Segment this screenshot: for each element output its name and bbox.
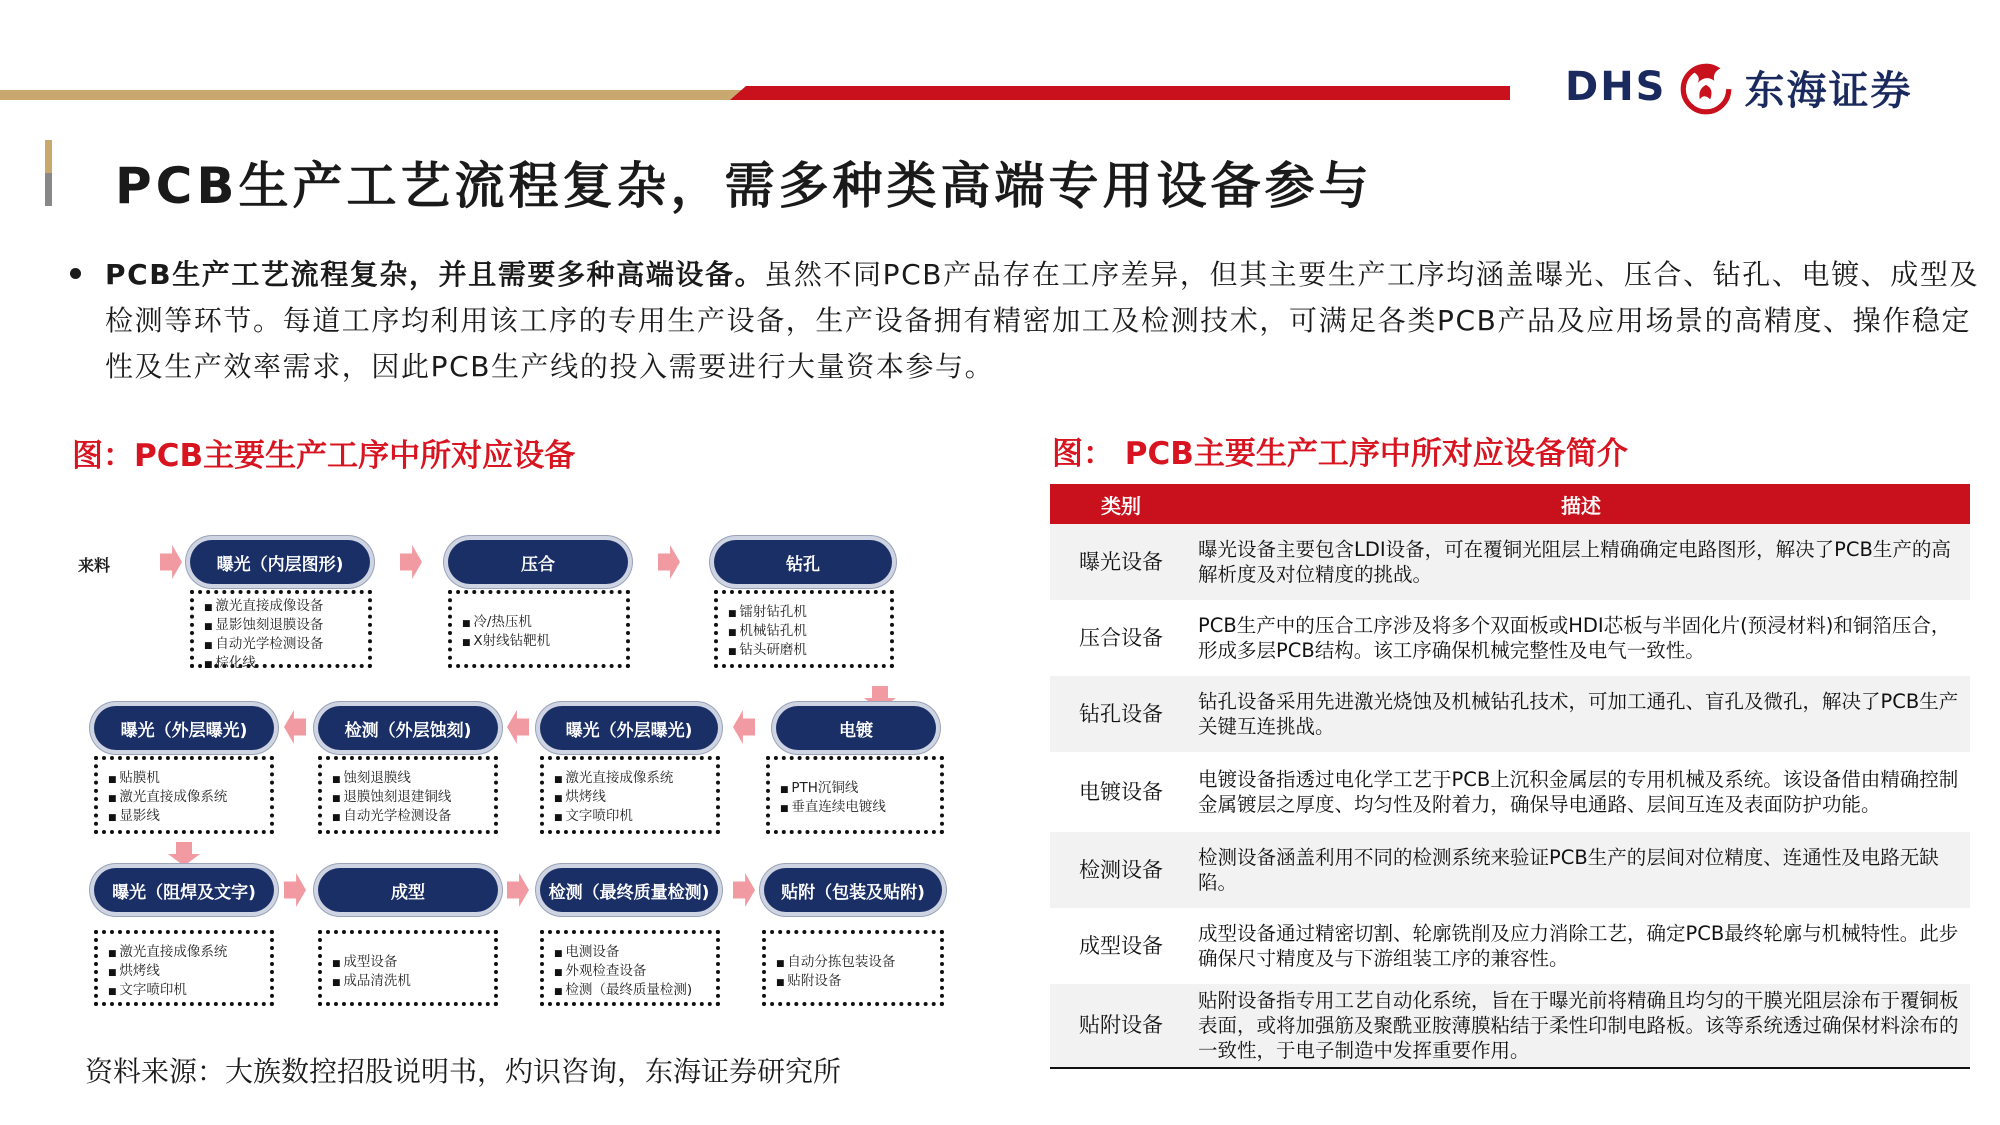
equipment-item: ■ 文字喷印机 [108,982,262,1001]
flow-arrow-right [284,873,306,907]
flow-arrow-down [168,842,200,866]
equipment-item: ■ 自动光学检测设备 [204,636,360,655]
flow-arrow-right [160,545,182,579]
equipment-item: ■ 激光直接成像系统 [108,944,262,963]
flow-step-inspection-etch: 检测（外层蚀刻) [318,706,498,750]
body-paragraph [105,252,1985,390]
table-header-row [1050,484,1970,524]
column-header-category: 类别 [1050,484,1192,524]
equipment-item: ■ 棕化线 [204,655,360,674]
table-row [1050,984,1970,1068]
flow-step-box [448,590,630,668]
equipment-item: ■ 外观检查设备 [554,963,708,982]
flow-step-drilling: 钻孔 [714,540,892,584]
flow-step-box [318,930,498,1006]
equipment-item: ■ 烘烤线 [108,963,262,982]
bullet-dot [70,268,81,279]
equipment-item: ■ 贴附设备 [776,973,932,992]
header-gold-bar [0,90,745,100]
figure-right-title: 图： PCB主要生产工序中所对应设备简介 [1052,436,1628,472]
flow-step-exposure-outer: 曝光（外层曝光) [540,706,718,750]
equipment-item: ■ 文字喷印机 [554,808,708,827]
equipment-item: ■ X射线钻靶机 [462,633,618,652]
row-category: 压合设备 [1050,600,1192,676]
equipment-item: ■ 成品清洗机 [332,973,486,992]
row-description: 电镀设备指透过电化学工艺于PCB上沉积金属层的专用机械及系统。该设备借由精确控制金属镀层之厚度、均匀性及附着力，确保导电通路、层间互连及表面防护功能。 [1192,752,1970,832]
equipment-item: ■ 垂直连续电镀线 [780,799,932,818]
flow-step-box [540,756,720,834]
header-red-bar [730,86,1510,100]
table-row [1050,832,1970,908]
flow-arrow-right [658,545,680,579]
logo-text: DHS [1565,64,1667,110]
table-row [1050,676,1970,752]
row-category: 成型设备 [1050,908,1192,984]
logo-chinese-name: 东海证券 [1744,67,1913,114]
company-logo [1565,52,1913,122]
row-category: 电镀设备 [1050,752,1192,832]
row-description: 成型设备通过精密切割、轮廓铣削及应力消除工艺，确定PCB最终轮廓与机械特性。此步确保尺寸精度及与下游组装工序的兼容性。 [1192,908,1970,984]
flow-arrow-right [400,545,422,579]
row-category: 曝光设备 [1050,524,1192,600]
table-row [1050,752,1970,832]
equipment-item: ■ 烘烤线 [554,789,708,808]
flow-arrow-left [733,710,755,744]
row-category: 贴附设备 [1050,984,1192,1068]
equipment-item: ■ 自动光学检测设备 [332,808,486,827]
source-note: 资料来源：大族数控招股说明书，灼识咨询，东海证券研究所 [85,1055,842,1088]
table-row [1050,524,1970,600]
table-row [1050,600,1970,676]
figure-left-title: 图：PCB主要生产工序中所对应设备 [72,438,576,474]
flow-arrow-right [733,873,755,907]
table-row [1050,908,1970,984]
flow-step-plating: 电镀 [776,706,936,750]
flow-start-label: 来料 [78,556,111,575]
equipment-item: ■ 显影蚀刻退膜设备 [204,617,360,636]
title-accent-bar [45,140,52,206]
flow-step-lamination: 压合 [448,540,628,584]
flow-arrow-right [507,873,529,907]
flow-step-box [94,930,274,1006]
flow-step-final-inspection: 检测（最终质量检测) [540,868,718,912]
equipment-item: ■ 电测设备 [554,944,708,963]
row-category: 检测设备 [1050,832,1192,908]
page-title: PCB生产工艺流程复杂，需多种类高端专用设备参与 [115,157,1373,215]
equipment-item: ■ PTH沉铜线 [780,780,932,799]
flow-step-box [714,590,894,668]
flow-step-box [766,756,944,834]
row-description: 钻孔设备采用先进激光烧蚀及机械钻孔技术，可加工通孔、盲孔及微孔，解决了PCB生产关键互连挑战。 [1192,676,1970,752]
flow-step-box [318,756,498,834]
flow-step-box [540,930,720,1006]
equipment-item: ■ 退膜蚀刻退建铜线 [332,789,486,808]
dragon-logo-icon [1675,56,1737,118]
flow-step-box [762,930,944,1006]
flow-step-routing: 成型 [318,868,498,912]
flow-step-exposure-outer-film: 曝光（外层曝光) [94,706,274,750]
flow-step-attach-packaging: 贴附（包装及贴附) [764,868,942,912]
paragraph-text: 虽然不同PCB产品存在工序差异，但其主要生产工序均涵盖曝光、压合、钻孔、电镀、成型及检测等环节。每道工序均利用该工序的专用生产设备，生产设备拥有精密加工及检测技术，可满足各类PCB产品及应用场景的高精度、操作稳定性及生产效率需求，因此PCB生产线的投入需要进行大量资本参与。 [105,258,1980,383]
column-header-description: 描述 [1192,484,1970,524]
equipment-item: ■ 贴膜机 [108,770,262,789]
equipment-item: ■ 激光直接成像设备 [204,598,360,617]
equipment-item: ■ 检测（最终质量检测) [554,982,708,1001]
paragraph-lead: PCB生产工艺流程复杂，并且需要多种高端设备。 [105,258,765,291]
equipment-item: ■ 显影线 [108,808,262,827]
flow-arrow-left [284,710,306,744]
flow-step-solder-mask: 曝光（阻焊及文字) [94,868,274,912]
flow-step-exposure-inner: 曝光（内层图形) [190,540,370,584]
flow-arrow-left [507,710,529,744]
flow-step-box [190,590,372,671]
equipment-item: ■ 激光直接成像系统 [554,770,708,789]
equipment-item: ■ 自动分拣包装设备 [776,954,932,973]
row-description: 曝光设备主要包含LDI设备，可在覆铜光阻层上精确确定电路图形，解决了PCB生产的高解析度及对位精度的挑战。 [1192,524,1970,600]
equipment-item: ■ 机械钻孔机 [728,623,882,642]
row-description: 检测设备涵盖利用不同的检测系统来验证PCB生产的层间对位精度、连通性及电路无缺陷。 [1192,832,1970,908]
equipment-item: ■ 钻头研磨机 [728,642,882,661]
equipment-item: ■ 冷/热压机 [462,614,618,633]
equipment-item: ■ 激光直接成像系统 [108,789,262,808]
row-category: 钻孔设备 [1050,676,1192,752]
equipment-table [1050,484,1970,1069]
row-description: 贴附设备指专用工艺自动化系统，旨在于曝光前将精确且均匀的干膜光阻层涂布于覆铜板表面，或将加强筋及聚酰亚胺薄膜粘结于柔性印制电路板。该等系统透过确保材料涂布的一致性，于电子制造中发挥重要作用。 [1192,984,1970,1068]
equipment-item: ■ 镭射钻孔机 [728,604,882,623]
equipment-item: ■ 蚀刻退膜线 [332,770,486,789]
equipment-item: ■ 成型设备 [332,954,486,973]
flow-step-box [94,756,274,834]
row-description: PCB生产中的压合工序涉及将多个双面板或HDI芯板与半固化片(预浸材料)和铜箔压合，形成多层PCB结构。该工序确保机械完整性及电气一致性。 [1192,600,1970,676]
